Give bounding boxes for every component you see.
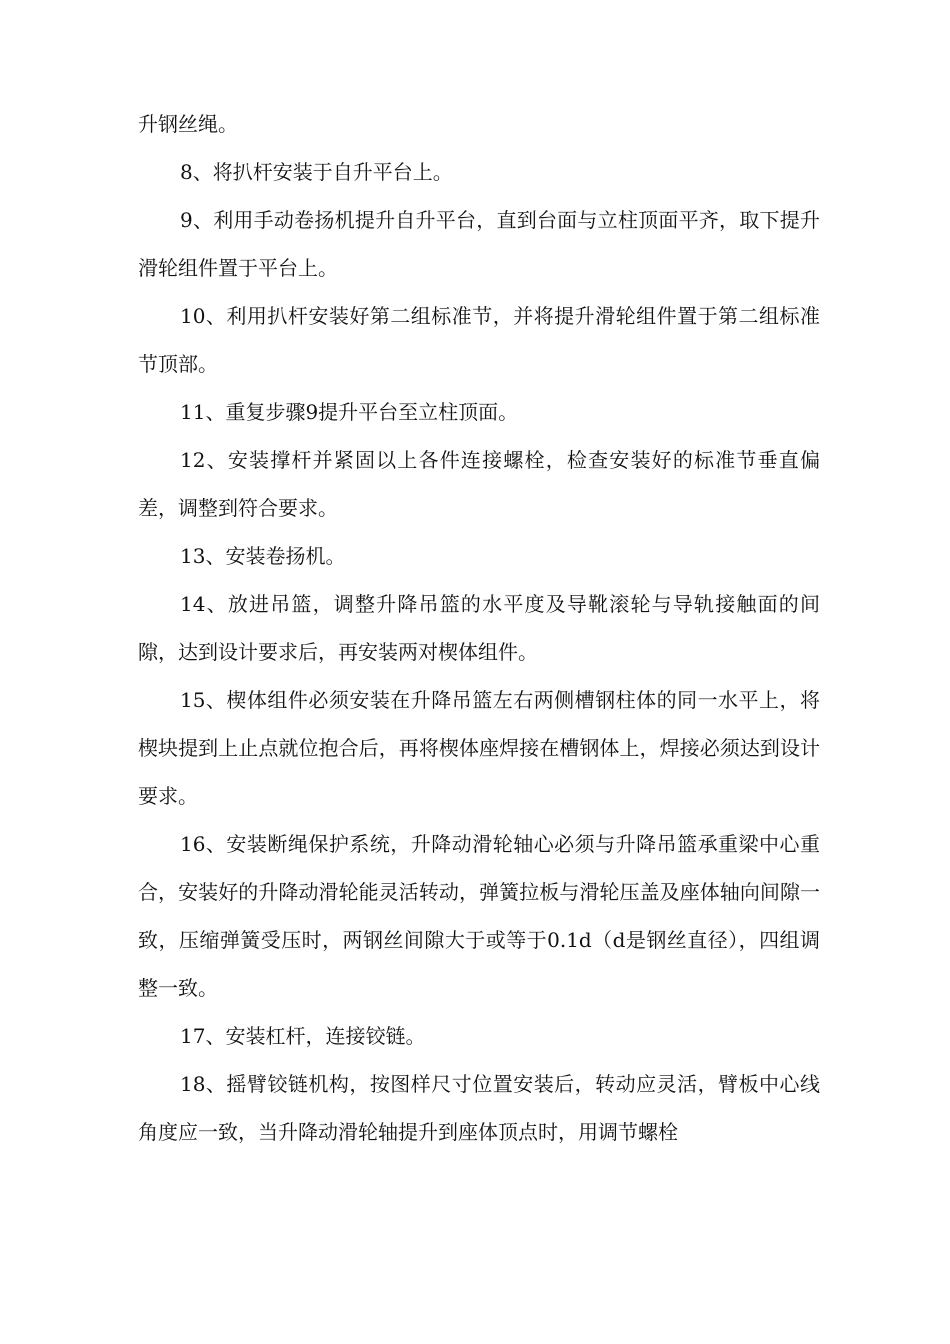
paragraph-step-11: 11、重复步骤9提升平台至立柱顶面。 — [180, 400, 519, 424]
paragraph-step-9: 9、利用手动卷扬机提升自升平台，直到台面与立柱顶面平齐，取下提升滑轮组件置于平台上。 — [138, 208, 820, 280]
paragraph-step-13: 13、安装卷扬机。 — [180, 544, 346, 568]
paragraph-step-14: 14、放进吊篮，调整升降吊篮的水平度及导靴滚轮与导轨接触面的间隙，达到设计要求后，再安装两对楔体组件。 — [138, 592, 820, 664]
paragraph-step-18: 18、摇臂铰链机构，按图样尺寸位置安装后，转动应灵活，臂板中心线角度应一致，当升降动滑轮轴提升到座体顶点时，用调节螺栓 — [138, 1072, 820, 1144]
paragraph-continuation: 升钢丝绳。 — [138, 112, 238, 136]
paragraph-step-17: 17、安装杠杆，连接铰链。 — [180, 1024, 426, 1048]
paragraph-step-8: 8、将扒杆安装于自升平台上。 — [180, 160, 453, 184]
paragraph-step-12: 12、安装撑杆并紧固以上各件连接螺栓，检查安装好的标准节垂直偏差，调整到符合要求。 — [138, 448, 820, 520]
paragraph-step-10: 10、利用扒杆安装好第二组标准节，并将提升滑轮组件置于第二组标准节顶部。 — [138, 304, 820, 376]
paragraph-step-15: 15、楔体组件必须安装在升降吊篮左右两侧槽钢柱体的同一水平上，将楔块提到上止点就位抱合后，再将楔体座焊接在槽钢体上，焊接必须达到设计要求。 — [138, 688, 820, 808]
paragraph-step-16: 16、安装断绳保护系统，升降动滑轮轴心必须与升降吊篮承重梁中心重合，安装好的升降动滑轮能灵活转动，弹簧拉板与滑轮压盖及座体轴向间隙一致，压缩弹簧受压时，两钢丝间隙大于或等于0.1d（d是钢丝直径），四组调整一致。 — [138, 832, 820, 1000]
document-page — [138, 100, 820, 1156]
